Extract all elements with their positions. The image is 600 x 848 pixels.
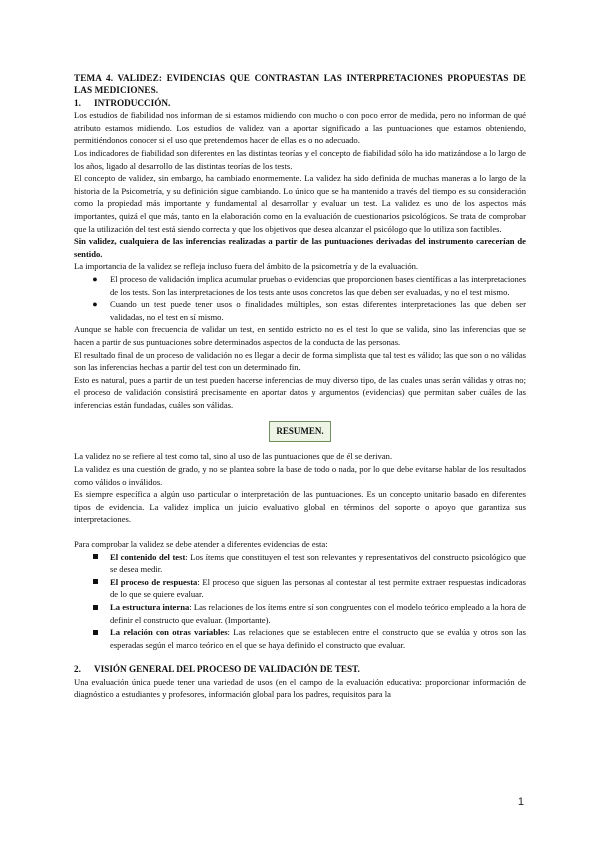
section-title: INTRODUCCIÓN. <box>94 97 171 108</box>
intro-paragraph-5: La importancia de la validez se refleja incluso fuera del ámbito de la psicometría y de la evaluación. <box>74 261 419 272</box>
square-bullet-icon <box>88 626 102 639</box>
list-item <box>74 551 526 576</box>
intro-paragraph-6: Aunque se hable con frecuencia de validar un test, en sentido estricto no es el test lo que se valida, sino las inferencias que se hacen a partir de sus puntuaciones sobre determinados aspectos de la conducta de las personas. <box>74 324 526 347</box>
intro-paragraph-1: Los estudios de fiabilidad nos informan de si estamos midiendo con mucho o con poco error de medida, pero no informan de qué atributo estamos midiendo. Los estudios de validez van a aportar significado a las puntuaciones que estamos obteniendo, permitiéndonos conocer si el uso que pretendemos hacer de ellas es o no adecuado. <box>74 110 526 146</box>
evidence-text: : Las relaciones que se establecen entre el constructo que se evalúa y otros son las esperadas según el marco teórico en el que se haya definido el constructo que evaluar. <box>110 627 526 650</box>
evidence-term: El proceso de respuesta <box>110 576 198 587</box>
spacer <box>74 651 526 663</box>
intro-bullet-list <box>74 273 526 323</box>
list-item <box>74 601 526 626</box>
intro-paragraph-2: Los indicadores de fiabilidad son diferentes en las distintas teorías y el concepto de fiabilidad sólo ha ido matizándose a lo largo de los años, ligado al desarrollo de las distintas teorías de los tests. <box>74 148 526 171</box>
bullet-dot-icon: ● <box>92 299 98 310</box>
section-number: 2. <box>74 664 81 675</box>
resumen-paragraph-1: La validez no se refiere al test como tal, sino al uso de las puntuaciones que de él se derivan. <box>74 451 393 462</box>
square-bullet-icon <box>88 551 102 564</box>
list-item-text: El proceso de validación implica acumular pruebas o evidencias que proporcionen bases científicas a las interpretaciones de los tests. Son las interpretaciones de los tests ante usos concretos las que deben ser evaluadas, y no el test mismo. <box>110 273 526 297</box>
evidencias-list <box>74 551 526 652</box>
evidencias-intro: Para comprobar la validez se debe atender a diferentes evidencias de esta: <box>74 539 328 550</box>
square-bullet-icon <box>88 601 102 614</box>
evidence-term: La relación con otras variables <box>110 627 228 638</box>
intro-paragraph-7: El resultado final de un proceso de validación no es llegar a decir de forma simplista que tal test es válido; las que son o no válidas son las inferencias hechas a partir del test con un determinado fin. <box>74 349 526 373</box>
evidence-term: La estructura interna <box>110 602 190 612</box>
resumen-box-wrapper <box>74 421 526 442</box>
resumen-paragraph-3: Es siempre específica a algún uso particular o interpretación de las puntuaciones. Es un concepto unitario basado en diferentes tipos de evidencia. La validez implica un juicio evaluativo global en términos del soporte o apoyo que garantiza sus interpretaciones. <box>74 489 526 525</box>
evidence-text: : Los ítems que constituyen el test son relevantes y representativos del constructo psicológico que se desea medir. <box>110 551 526 575</box>
evidence-text: : Las relaciones de los ítems entre sí son congruentes con el modelo teórico empleado a la hora de definir el constructo que evaluar. (Importante). <box>110 602 526 625</box>
section-heading-introduccion <box>74 97 526 109</box>
list-item <box>74 298 526 323</box>
spacer <box>74 526 526 538</box>
section-title: VISIÓN GENERAL DEL PROCESO DE VALIDACIÓN DE TEST. <box>94 664 360 675</box>
evidence-term: El contenido del test <box>110 551 186 562</box>
section-heading-vision-general <box>74 663 526 675</box>
resumen-box: RESUMEN. <box>269 421 330 442</box>
bullet-dot-icon: ● <box>92 273 98 284</box>
page-content <box>74 72 526 701</box>
section2-paragraph-1: Una evaluación única puede tener una variedad de usos (en el campo de la evaluación educativa: proporcionar información de diagnóstico a estudiantes y profesores, información global para los padres, requisitos para la <box>74 676 526 700</box>
document-title: TEMA 4. VALIDEZ: EVIDENCIAS QUE CONTRASTAN LAS INTERPRETACIONES PROPUESTAS DE LAS MEDICIONES. <box>74 73 526 96</box>
intro-paragraph-8: Esto es natural, pues a partir de un test pueden hacerse inferencias de muy diverso tipo, de las cuales unas serán válidas y otras no; el proceso de validación consistirá precisamente en aportar datos y argumentos (evidencias) que permitan saber cuáles de las inferencias están fundadas, cuáles son válidas. <box>74 374 526 410</box>
evidence-text: : El proceso que siguen las personas al contestar al test permite extraer respuestas indicadoras de lo que se quiere evaluar. <box>110 576 526 600</box>
list-item-text: Cuando un test puede tener usos o finalidades múltiples, son estas diferentes interpretaciones las que deben ser validadas, no el test en sí mismo. <box>110 299 526 322</box>
list-item <box>74 576 526 601</box>
intro-bold-statement: Sin validez, cualquiera de las inferencias realizadas a partir de las puntuaciones derivadas del instrumento carecerían de sentido. <box>74 236 526 259</box>
square-bullet-icon <box>88 576 102 589</box>
section-number: 1. <box>74 97 81 108</box>
list-item <box>74 626 526 651</box>
page-number: 1 <box>517 796 524 808</box>
resumen-paragraph-2: La validez es una cuestión de grado, y no se plantea sobre la base de todo o nada, por lo que debe evitarse hablar de los resultados como válidos o inválidos. <box>74 464 526 487</box>
intro-paragraph-3: El concepto de validez, sin embargo, ha cambiado enormemente. La validez ha sido definida de muchas maneras a lo largo de la historia de la Psicometría, y su definición sigue cambiando. Lo único que se ha mantenido a través del tiempo es su consideración como la propiedad más importante y fundamental al desarrollar y evaluar un test. La validez es uno de los aspectos más importantes, quizá el que más, tanto en la elaboración como en la evaluación de cuestionarios psicológicos. Se trata de comprobar que la utilización del test está siendo correcta y que los objetivos que desea alcanzar el psicólogo que lo utiliza son factibles. <box>74 173 526 234</box>
list-item <box>74 273 526 298</box>
